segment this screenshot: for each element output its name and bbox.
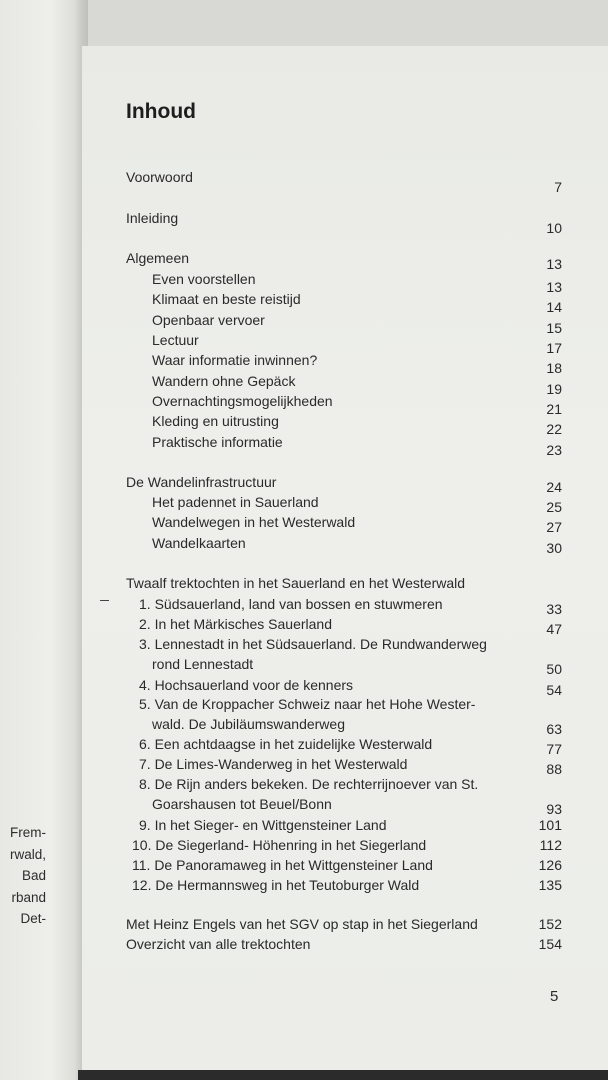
left-fragment: Frem-	[10, 825, 46, 840]
toc-entry	[126, 794, 562, 817]
toc-entry-title: Wandern ohne Gepäck	[152, 373, 296, 389]
toc-entry	[126, 634, 562, 654]
toc-entry	[126, 533, 562, 556]
toc-entry-title: Openbaar vervoer	[152, 312, 265, 328]
toc-entry-title: Wandelkaarten	[152, 535, 246, 551]
toc-entry-title: Even voorstellen	[152, 271, 256, 287]
toc-entry-title: Het padennet in Sauerland	[152, 494, 319, 510]
margin-mark	[100, 600, 109, 601]
page-number: 5	[550, 988, 559, 1005]
toc-entry	[126, 371, 562, 397]
toc-entry-title: 2. In het Märkisches Sauerland	[139, 616, 332, 632]
toc-entry-page: 7	[554, 179, 562, 195]
toc-entry	[126, 432, 562, 458]
toc-entry-page: 27	[546, 519, 562, 535]
toc-entry	[126, 248, 562, 272]
toc-entry-title: rond Lennestadt	[152, 656, 254, 672]
toc-entry-title: Met Heinz Engels van het SGV op stap in het Siegerland	[126, 916, 478, 932]
toc-entry-title: Overnachtingsmogelijkheden	[152, 393, 333, 409]
toc-entry	[126, 492, 562, 515]
toc-entry-title: 5. Van de Kroppacher Schweiz naar het Hohe Wester-	[139, 696, 476, 712]
toc-entry-page: 24	[546, 479, 562, 495]
toc-entry-page: 13	[546, 279, 562, 295]
toc-entry-page: 154	[538, 936, 562, 952]
toc-entry	[126, 310, 562, 336]
toc-entry	[126, 774, 562, 794]
left-page-text	[0, 822, 46, 930]
toc-entry	[126, 835, 562, 855]
toc-entry-title: Klimaat en beste reistijd	[152, 291, 301, 307]
toc-entry	[126, 754, 562, 777]
left-fragment: Bad	[21, 868, 46, 883]
toc-entry-page: 23	[546, 442, 562, 458]
toc-entry-title: 4. Hochsauerland voor de kenners	[139, 677, 354, 693]
toc-entry	[126, 167, 562, 195]
toc-entry	[126, 934, 562, 954]
toc-entry	[126, 391, 562, 417]
toc-entry-page: 30	[546, 540, 562, 556]
toc-entry-page: 54	[546, 682, 562, 698]
toc-entry	[126, 350, 562, 376]
toc-entry	[126, 594, 562, 617]
toc-entry-page: 15	[546, 320, 562, 336]
toc-entry-title: Wandelwegen in het Westerwald	[152, 514, 356, 530]
toc-entry-page: 22	[546, 421, 562, 437]
toc-entry-title: De Wandelinfrastructuur	[126, 474, 277, 490]
toc-entry-title: 9. In het Sieger- en Wittgensteiner Land	[139, 817, 387, 833]
toc-entry-title: Lectuur	[152, 332, 199, 348]
toc-entry	[126, 734, 562, 757]
toc-entry-page: 77	[546, 741, 562, 757]
toc-entry-page: 10	[546, 220, 562, 236]
toc-entry-page: 101	[538, 817, 562, 833]
toc-entry	[126, 875, 562, 895]
toc-entry-page: 47	[546, 621, 562, 637]
toc-entry	[126, 289, 562, 315]
toc-entry	[126, 654, 562, 677]
toc-entry-page: 88	[546, 761, 562, 777]
toc-entry-title: 6. Een achtdaagse in het zuidelijke Westerwald	[139, 736, 433, 752]
toc-entry	[126, 330, 562, 356]
toc-entry-title: Inleiding	[126, 210, 179, 226]
toc-entry	[126, 411, 562, 437]
toc-entry	[126, 269, 562, 295]
toc-entry-page: 21	[546, 401, 562, 417]
toc-entry-page: 63	[546, 721, 562, 737]
toc-entry-title: Voorwoord	[126, 169, 193, 185]
toc-entry-title: 7. De Limes-Wanderweg in het Westerwald	[139, 756, 408, 772]
toc-entry	[126, 914, 562, 934]
toc-entry	[126, 675, 562, 698]
toc-entry-title: 1. Südsauerland, land van bossen en stuwmeren	[139, 596, 443, 612]
book-edge	[78, 1070, 608, 1080]
left-fragment: Det-	[20, 911, 46, 926]
toc-entry-page: 18	[546, 360, 562, 376]
toc-entry-title: 3. Lennestadt in het Südsauerland. De Rundwanderweg	[139, 636, 487, 652]
toc-entry	[126, 815, 562, 835]
toc-entry-title: Overzicht van alle trektochten	[126, 936, 311, 952]
toc-entry-title: wald. De Jubiläumswanderweg	[152, 716, 345, 732]
toc-entry-title: Twaalf trektochten in het Sauerland en het Westerwald	[126, 575, 466, 591]
toc-entry-title: 8. De Rijn anders bekeken. De rechterrijnoever van St.	[139, 776, 479, 792]
toc-entry-page: 93	[546, 801, 562, 817]
toc-entry-page: 13	[546, 256, 562, 272]
toc-entry-page: 17	[546, 340, 562, 356]
left-fragment: rband	[11, 889, 46, 905]
toc-entry-title: Kleding en uitrusting	[152, 413, 279, 429]
toc-entry	[126, 855, 562, 875]
toc-entry	[126, 208, 562, 236]
toc-entry-title: 10. De Siegerland- Höhenring in het Siegerland	[132, 837, 427, 853]
toc-entry-title: Waar informatie inwinnen?	[152, 352, 318, 368]
toc-entry	[126, 472, 562, 495]
toc-entry-page: 50	[546, 661, 562, 677]
page-title: Inhoud	[126, 100, 196, 123]
toc-entry-title: Praktische informatie	[152, 434, 283, 450]
toc-entry-title: Algemeen	[126, 250, 190, 266]
toc-entry	[126, 614, 562, 637]
toc-entry-page: 152	[538, 916, 562, 932]
toc-entry-page: 14	[546, 299, 562, 315]
toc-entry-page: 25	[546, 499, 562, 515]
toc-entry-page: 19	[546, 381, 562, 397]
toc-entry-title: 11. De Panoramaweg in het Wittgensteiner Land	[132, 857, 433, 873]
toc-entry	[126, 694, 562, 714]
toc-entry-title: 12. De Hermannsweg in het Teutoburger Wald	[132, 877, 420, 893]
left-fragment: rwald,	[9, 846, 46, 862]
toc-entry-page: 33	[546, 601, 562, 617]
toc-entry-title: Goarshausen tot Beuel/Bonn	[152, 796, 332, 812]
toc-entry-page: 126	[538, 857, 562, 873]
toc-entry	[126, 573, 562, 593]
toc-entry-page: 135	[538, 877, 562, 893]
toc-entry	[126, 714, 562, 737]
toc-entry	[126, 512, 562, 535]
toc-entry-page: 112	[539, 837, 562, 853]
